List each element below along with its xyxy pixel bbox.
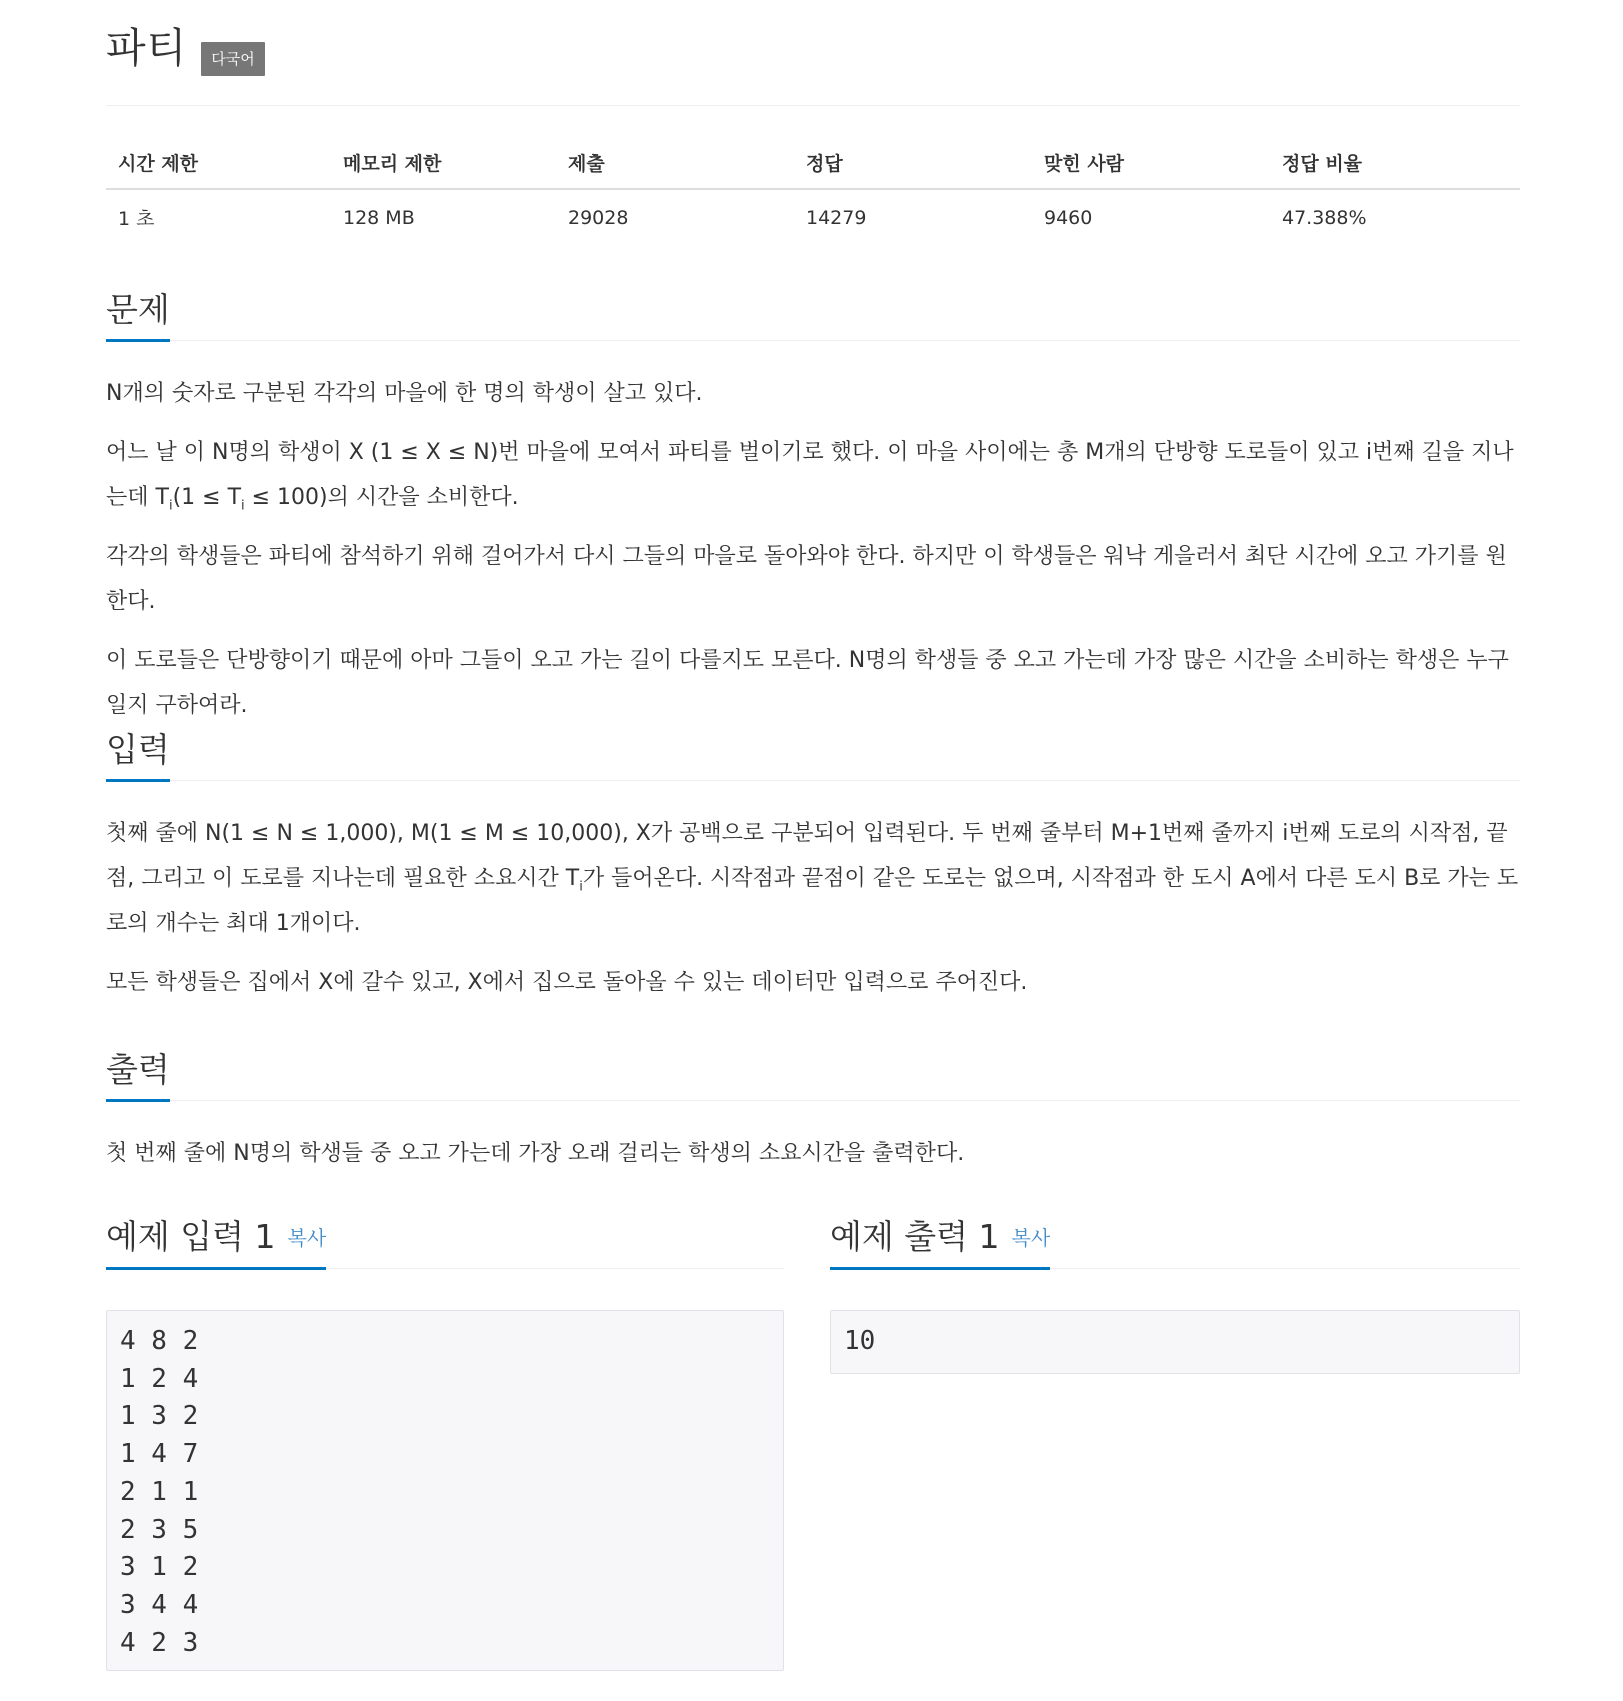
input-paragraph: 첫째 줄에 N(1 ≤ N ≤ 1,000), M(1 ≤ M ≤ 10,000), X가 공백으로 구분되어 입력된다. 두 번째 줄부터 M+1번째 줄까지 i번째 도로의 시작점, 끝점, 그리고 이 도로를 지나는데 필요한 소요시간 $T_i$가 들어온다. 시작점과 끝점이 같은 도로는 없으며, 시작점과 한 도시 A에서 다른 도시 B로 가는 도로의 개수는 최대 1개이다. — [106, 821, 1519, 936]
description-paragraph: N개의 숫자로 구분된 각각의 마을에 한 명의 학생이 살고 있다. — [106, 381, 703, 406]
info-header-row — [106, 140, 1520, 189]
value-memory-limit: 128 MB — [343, 206, 415, 229]
section-input-head — [106, 726, 1520, 781]
title-row — [106, 22, 265, 82]
section-description-head — [106, 286, 1520, 341]
section-input — [106, 726, 1520, 1005]
copy-sample-output-link[interactable]: 복사 — [1011, 1226, 1051, 1250]
header-time-limit: 시간 제한 — [106, 140, 331, 189]
value-solved-users: 9460 — [1044, 206, 1093, 229]
value-accepted: 14279 — [806, 206, 867, 229]
section-sample-output — [830, 1214, 1520, 1269]
sample-input-head — [106, 1214, 784, 1269]
header-memory-limit: 메모리 제한 — [331, 140, 556, 189]
section-input-heading: 입력 — [106, 728, 170, 782]
input-paragraph: 모든 학생들은 집에서 X에 갈수 있고, X에서 집으로 돌아올 수 있는 데이터만 입력으로 주어진다. — [106, 970, 1028, 995]
section-output-heading: 출력 — [106, 1048, 170, 1102]
description-body — [106, 341, 1520, 728]
description-paragraph: 각각의 학생들은 파티에 참석하기 위해 걸어가서 다시 그들의 마을로 돌아와야 한다. 하지만 이 학생들은 워낙 게을러서 최단 시간에 오고 가기를 원한다. — [106, 544, 1507, 614]
language-badge[interactable]: 다국어 — [201, 42, 264, 76]
value-submissions: 29028 — [568, 206, 629, 229]
section-description — [106, 286, 1520, 728]
description-paragraph: 어느 날 이 N명의 학생이 X (1 ≤ X ≤ N)번 마을에 모여서 파티를 벌이기로 했다. 이 마을 사이에는 총 M개의 단방향 도로들이 있고 i번째 길을 지나는데 $T_i(1 \le T_i \le 100)$의 시간을 소비한다. — [106, 440, 1514, 514]
input-body — [106, 781, 1520, 1005]
problem-title: 파티 — [106, 24, 188, 72]
value-time-limit: 1 초 — [118, 208, 155, 230]
header-solved-users: 맞힌 사람 — [1032, 140, 1270, 189]
output-body — [106, 1101, 1520, 1176]
section-sample-input — [106, 1214, 784, 1269]
header-accept-ratio: 정답 비율 — [1270, 140, 1520, 189]
header-accepted: 정답 — [794, 140, 1032, 189]
sample-output-head — [830, 1214, 1520, 1269]
sample-output-box[interactable]: 10 — [830, 1310, 1520, 1374]
section-output-head — [106, 1046, 1520, 1101]
info-value-row — [106, 189, 1520, 241]
description-paragraph: 이 도로들은 단방향이기 때문에 아마 그들이 오고 가는 길이 다를지도 모른다. N명의 학생들 중 오고 가는데 가장 많은 시간을 소비하는 학생은 누구일지 구하여라. — [106, 648, 1509, 718]
problem-info-table — [106, 140, 1520, 241]
section-description-heading: 문제 — [106, 288, 170, 342]
output-paragraph: 첫 번째 줄에 N명의 학생들 중 오고 가는데 가장 오래 걸리는 학생의 소요시간을 출력한다. — [106, 1141, 965, 1166]
sample-input-heading: 예제 입력 1 복사 — [106, 1215, 326, 1271]
title-divider — [106, 105, 1520, 106]
section-output — [106, 1046, 1520, 1176]
header-submissions: 제출 — [556, 140, 794, 189]
copy-sample-input-link[interactable]: 복사 — [287, 1226, 327, 1250]
sample-output-heading: 예제 출력 1 복사 — [830, 1215, 1050, 1271]
sample-input-box[interactable]: 4 8 2 1 2 4 1 3 2 1 4 7 2 1 1 2 3 5 3 1 2 3 4 4 4 2 3 — [106, 1310, 784, 1671]
value-accept-ratio: 47.388% — [1282, 206, 1367, 229]
